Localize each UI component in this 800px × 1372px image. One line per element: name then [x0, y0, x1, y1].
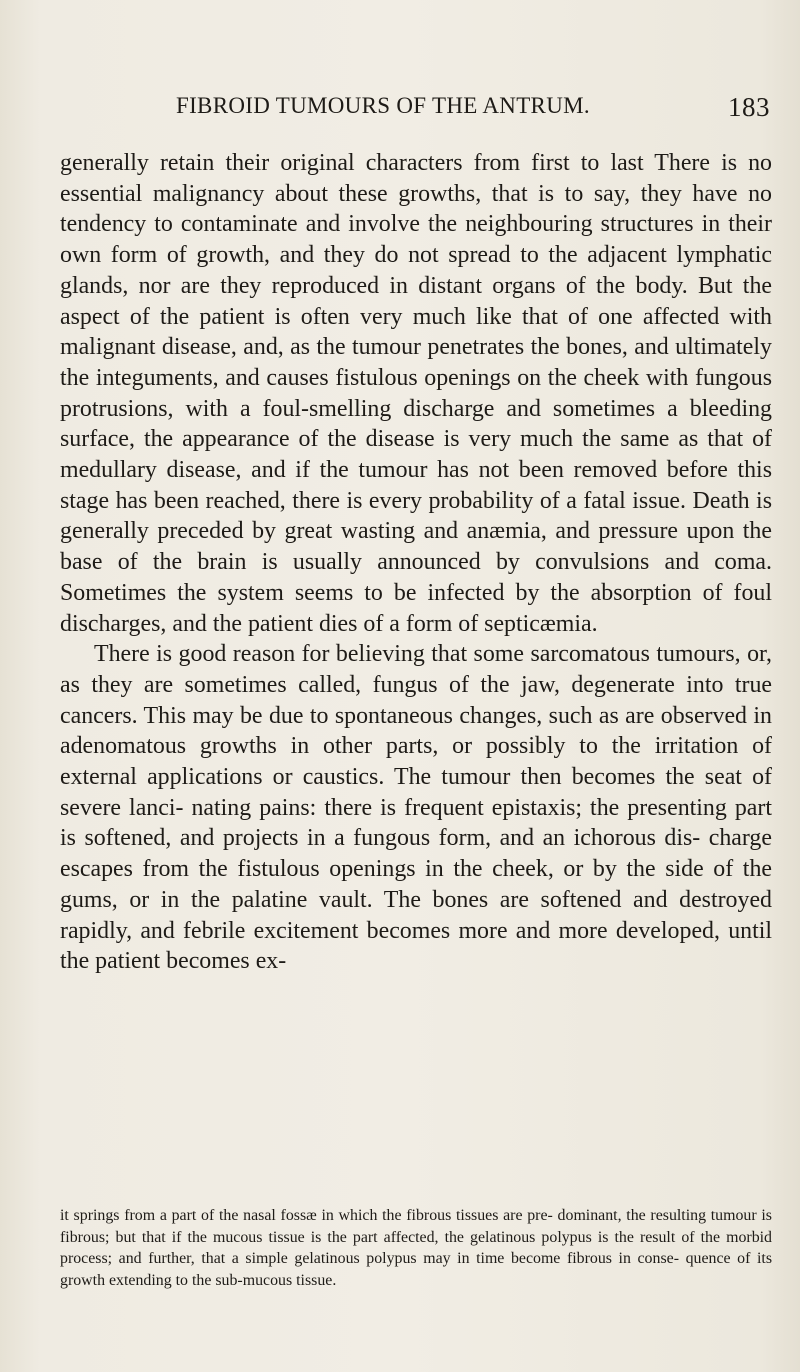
footnote-text: it springs from a part of the nasal fossæ in which the fibrous tissues are pre- dominant, the resulting tumour is fibrous; but that if the mucous tissue is the part affected, the gelatinous polypus is the result of the morbid process; and further, that a simple gelatinous polypus may in time become fibrous in conse- quence of its growth extending to the sub-mucous tissue.	[60, 1207, 772, 1289]
body-text	[60, 148, 772, 977]
running-title: FIBROID TUMOURS OF THE ANTRUM.	[176, 93, 590, 118]
footnote	[60, 1205, 772, 1291]
page-number: 183	[728, 92, 770, 122]
paragraph-malignancy: generally retain their original characters from first to last There is no essential malignancy about these growths, that is to say, they have no tendency to contaminate and involve the neighbouring structures in their own form of growth, and they do not spread to the adjacent lymphatic glands, nor are they reproduced in distant organs of the body. But the aspect of the patient is often very much like that of one affected with malignant disease, and, as the tumour penetrates the bones, and ultimately the integuments, and causes fistulous openings on the cheek with fungous protrusions, with a foul-smelling discharge and sometimes a bleeding surface, the appearance of the disease is very much the same as that of medullary disease, and if the tumour has not been removed before this stage has been reached, there is every probability of a fatal issue. Death is generally preceded by great wasting and anæmia, and pressure upon the base of the brain is usually announced by convulsions and coma. Sometimes the system seems to be infected by the absorption of foul discharges, and the patient dies of a form of septicæmia.	[60, 150, 772, 637]
running-head	[60, 93, 770, 127]
paragraph-sarcomatous-tumours: There is good reason for believing that some sarcomatous tumours, or, as they are sometimes called, fungus of the jaw, degenerate into true cancers. This may be due to spontaneous changes, such as are observed in adenomatous growths in other parts, or possibly to the irritation of external applications or caustics. The tumour then becomes the seat of severe lanci- nating pains: there is frequent epistaxis; the presenting part is softened, and projects in a fungous form, and an ichorous dis- charge escapes from the fistulous openings in the cheek, or by the side of the gums, or in the palatine vault. The bones are softened and destroyed rapidly, and febrile excitement becomes more and more developed, until the patient becomes ex-	[60, 641, 772, 975]
